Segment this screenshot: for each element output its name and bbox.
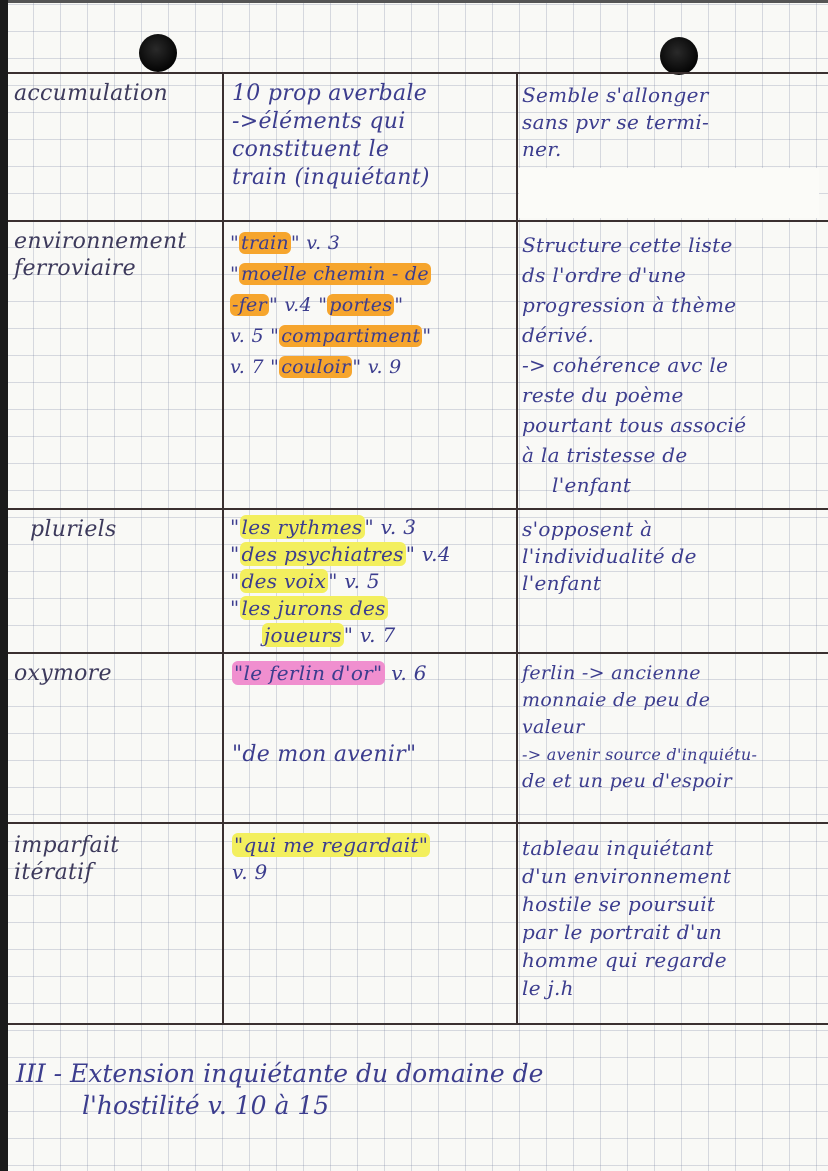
table-row [30,516,117,543]
comment-cell [522,230,746,500]
binder-hole-right [660,37,698,75]
section-heading-line: l'hostilité v. 10 à 15 [82,1091,330,1120]
example-line: ->éléments qui [232,109,406,134]
example-line: v. 9 [232,860,268,884]
example-line: constituent le [232,137,390,162]
example-line: "qui me regardait" [234,833,429,857]
row-divider [8,220,828,222]
figure-term: environnement [14,229,187,254]
comment-line: d'un environnement [522,864,732,888]
figure-term: oxymore [14,661,112,686]
row-divider [8,822,828,824]
example-line: 10 prop averbale [232,81,428,106]
examples-cell [232,80,430,192]
example-line: " des psychiatres " v.4 [230,542,451,566]
examples-cell [230,228,431,383]
comment-line: l'enfant [552,473,632,497]
examples-cell [230,514,451,649]
correction-tape [519,168,819,218]
example-line: " les rythmes " v. 3 [230,515,417,539]
comment-line: Semble s'allonger [522,83,709,107]
comment-line: tableau inquiétant [522,836,714,860]
figure-term: ferroviaire [14,256,136,281]
binder-hole-left [139,34,177,72]
row-divider [8,652,828,654]
example-line: " des voix " v. 5 [230,569,380,593]
comment-line: ner. [522,137,562,161]
comment-line: de et un peu d'espoir [522,770,733,792]
page-top-edge [0,0,828,3]
table-row [14,228,187,282]
example-line: " moelle chemin - de [230,263,429,285]
comment-cell [522,516,697,597]
table-row [14,832,119,886]
section-heading-line: III - Extension inquiétante du domaine de [16,1059,544,1088]
comment-line: pourtant tous associé [522,413,747,437]
comment-line: l'enfant [522,571,602,595]
example-line: " les jurons des [230,596,386,620]
figure-term: imparfait [14,833,120,858]
example-line: joueurs " v. 7 [264,623,396,647]
comment-line: sans pvr se termi- [522,110,710,134]
comment-cell [522,660,757,795]
comment-cell [522,834,731,1002]
page-left-edge [0,0,8,1171]
table-row [14,80,168,107]
column-divider [516,72,518,1025]
comment-line: le j.h [522,976,574,1000]
examples-cell [232,832,430,886]
example-line: -fer " v.4 " portes " [232,294,404,316]
figure-term: itératif [14,860,93,885]
example-line: train (inquiétant) [232,165,430,190]
figure-term: pluriels [30,517,117,542]
comment-line: s'opposent à [522,517,653,541]
comment-line: reste du poème [522,383,684,407]
example-line: " train " v. 3 [230,232,341,254]
comment-line: l'individualité de [522,544,697,568]
comment-cell [522,82,709,163]
comment-line: progression à thème [522,293,737,317]
table-row [14,660,112,687]
section-heading [16,1058,543,1122]
comment-line: par le portrait d'un [522,920,723,944]
example-line: v. 5 " compartiment " [230,325,432,347]
comment-line: valeur [522,716,585,738]
comment-line: ferlin -> ancienne [522,662,701,684]
comment-line: hostile se poursuit [522,892,716,916]
figure-term: accumulation [14,81,169,106]
column-divider [222,72,224,1025]
comment-line: Structure cette liste [522,233,733,257]
example-line [232,687,427,714]
comment-line: dérivé. [522,323,595,347]
comment-line: homme qui regarde [522,948,727,972]
row-divider [8,508,828,510]
examples-cell [232,660,427,768]
table-top-border [8,72,828,74]
table-bottom-border [8,1023,828,1025]
comment-line: à la tristesse de [522,443,688,467]
example-line: v. 7 " couloir " v. 9 [230,356,402,378]
example-line: "de mon avenir" [232,742,417,767]
example-line [232,714,427,741]
comment-line: ds l'ordre d'une [522,263,687,287]
comment-line: -> avenir source d'inquiétu- [522,745,758,764]
example-line: "le ferlin d'or" v. 6 [234,661,427,685]
comment-line: -> cohérence avc le [522,353,729,377]
comment-line: monnaie de peu de [522,689,711,711]
